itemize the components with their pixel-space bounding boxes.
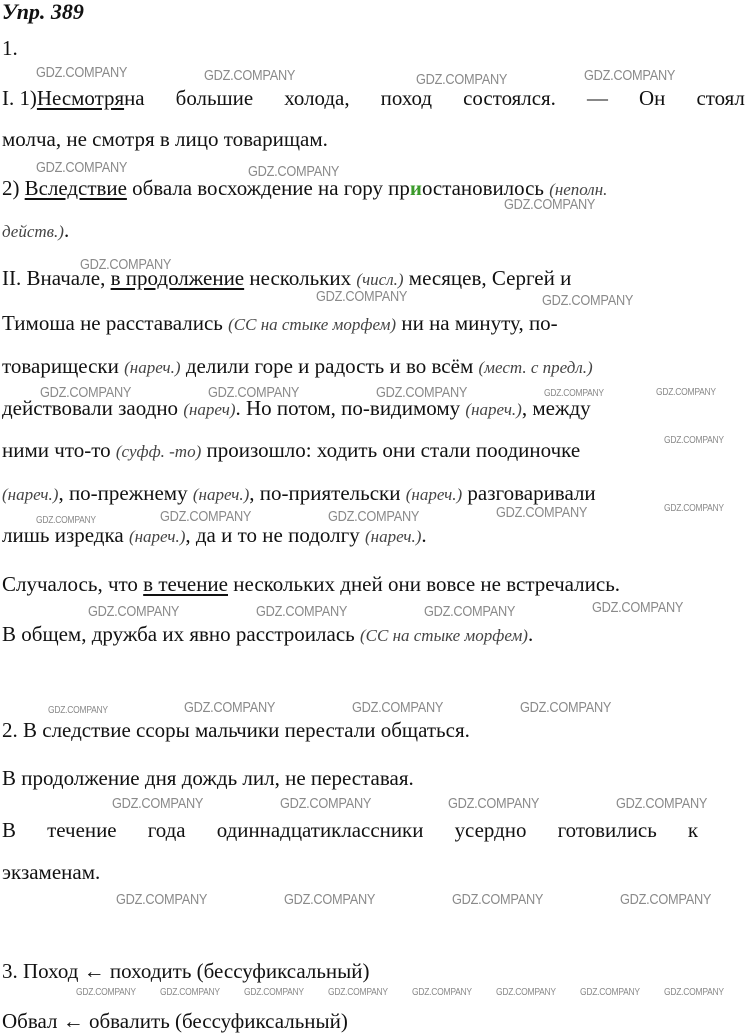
watermark: GDZ.COMPANY [664, 435, 724, 446]
watermark: GDZ.COMPANY [376, 384, 468, 401]
watermark: GDZ.COMPANY [36, 515, 96, 526]
underlined-preposition: в течение [143, 572, 228, 596]
watermark: GDZ.COMPANY [76, 987, 136, 998]
grammar-note: действ.) [2, 222, 64, 241]
grammar-note: (нареч.) [405, 485, 463, 504]
watermark: GDZ.COMPANY [116, 891, 208, 908]
section-3-line-2: Обвал ← обвалить (бессуфиксальный) [2, 1009, 348, 1033]
watermark: GDZ.COMPANY [496, 504, 588, 521]
watermark: GDZ.COMPANY [616, 795, 708, 812]
highlighted-letter: и [409, 176, 422, 200]
grammar-note: (мест. с предл.) [478, 358, 593, 377]
watermark: GDZ.COMPANY [664, 503, 724, 514]
grammar-note: (нареч.) [128, 527, 186, 546]
watermark: GDZ.COMPANY [664, 987, 724, 998]
watermark: GDZ.COMPANY [620, 891, 712, 908]
watermark: GDZ.COMPANY [504, 196, 596, 213]
grammar-note: (нареч.) [192, 485, 250, 504]
watermark: GDZ.COMPANY [208, 384, 300, 401]
section-2-line-1: 2. В следствие ссоры мальчики перестали общаться. [2, 718, 470, 742]
paragraph-2-line-5: ними что-то (суфф. -то) произошло: ходить они стали поодиночке [2, 438, 581, 462]
sentence-1-line-2: молча, не смотря в лицо товарищам. [2, 127, 328, 151]
paragraph-2-line-2: Тимоша не расставались (СС на стыке морфем) ни на минуту, по- [2, 311, 558, 335]
underlined-preposition: в продолжение [110, 266, 245, 290]
watermark: GDZ.COMPANY [656, 387, 716, 398]
grammar-note: (нареч.) [2, 485, 59, 504]
watermark: GDZ.COMPANY [36, 64, 128, 81]
paragraph-2-line-1: II. Вначале, в продолжение нескольких (числ.) месяцев, Сергей и [2, 266, 572, 290]
watermark: GDZ.COMPANY [80, 256, 172, 273]
watermark: GDZ.COMPANY [412, 987, 472, 998]
watermark: GDZ.COMPANY [520, 699, 612, 716]
watermark: GDZ.COMPANY [448, 795, 540, 812]
sentence-1-line-1: I. 1) Несмотря на большие холода, поход состоялся. — Он стоял [2, 86, 745, 110]
section-2-line-3 [2, 818, 745, 842]
watermark: GDZ.COMPANY [316, 288, 408, 305]
watermark: GDZ.COMPANY [542, 292, 634, 309]
paragraph-2-line-7: лишь изредка (нареч.), да и то не подолгу (нареч.). [2, 523, 427, 547]
watermark: GDZ.COMPANY [256, 603, 348, 620]
watermark: GDZ.COMPANY [48, 705, 108, 716]
watermark: GDZ.COMPANY [328, 508, 420, 525]
section-1-number: 1. [2, 36, 18, 60]
exercise-title: Упр. 389 [2, 0, 84, 24]
grammar-note: (числ.) [356, 270, 404, 289]
section-2-line-4: экзаменам. [2, 860, 101, 884]
underlined-preposition: Несмотря [36, 86, 125, 110]
grammar-note: (нареч.) [124, 358, 181, 377]
paragraph-3-line-1: Случалось, что в течение нескольких дней они вовсе не встречались. [2, 572, 621, 596]
watermark: GDZ.COMPANY [248, 163, 340, 180]
grammar-note: (суфф. -то) [115, 442, 202, 461]
watermark: GDZ.COMPANY [160, 508, 252, 525]
watermark: GDZ.COMPANY [544, 388, 604, 399]
section-3-line-1: 3. Поход ← походить (бессуфиксальный) [2, 959, 370, 983]
watermark: GDZ.COMPANY [244, 987, 304, 998]
paragraph-2-line-3: товарищески (нареч.) делили горе и радость и во всём (мест. с предл.) [2, 354, 593, 378]
watermark: GDZ.COMPANY [352, 699, 444, 716]
grammar-note: (неполн. [549, 180, 608, 199]
watermark: GDZ.COMPANY [40, 384, 132, 401]
underlined-preposition: Вследствие [24, 176, 127, 200]
watermark: GDZ.COMPANY [36, 159, 128, 176]
watermark: GDZ.COMPANY [88, 603, 180, 620]
watermark: GDZ.COMPANY [280, 795, 372, 812]
watermark: GDZ.COMPANY [424, 603, 516, 620]
watermark: GDZ.COMPANY [328, 987, 388, 998]
grammar-note: (СС на стыке морфем) [359, 626, 528, 645]
watermark: GDZ.COMPANY [160, 987, 220, 998]
paragraph-3-line-2: В общем, дружба их явно расстроилась (СС на стыке морфем). [2, 622, 534, 646]
sentence-2-line-1: 2) Вследствие обвала восхождение на гору приостановилось (неполн. [2, 176, 608, 200]
paragraph-2-line-4: действовали заодно (нареч). Но потом, по-видимому (нареч.), между [2, 396, 591, 420]
watermark: GDZ.COMPANY [496, 987, 556, 998]
grammar-note: (нареч.) [364, 527, 422, 546]
watermark: GDZ.COMPANY [584, 67, 676, 84]
watermark: GDZ.COMPANY [416, 71, 508, 88]
section-2-line-2: В продолжение дня дождь лил, не переставая. [2, 766, 414, 790]
section-2-line-3-text: В течение года одиннадцатиклассники усердно готовились к [2, 818, 699, 842]
grammar-note: (СС на стыке морфем) [228, 315, 397, 334]
watermark: GDZ.COMPANY [184, 699, 276, 716]
sentence-2-line-2: действ.). [2, 218, 70, 242]
watermark: GDZ.COMPANY [204, 67, 296, 84]
watermark: GDZ.COMPANY [580, 987, 640, 998]
watermark: GDZ.COMPANY [452, 891, 544, 908]
grammar-note: (нареч) [183, 400, 236, 419]
watermark: GDZ.COMPANY [284, 891, 376, 908]
watermark: GDZ.COMPANY [592, 599, 684, 616]
paragraph-2-line-6: (нареч.), по-прежнему (нареч.), по-приятельски (нареч.) разговаривали [2, 481, 596, 505]
watermark: GDZ.COMPANY [112, 795, 204, 812]
grammar-note: (нареч.) [465, 400, 522, 419]
